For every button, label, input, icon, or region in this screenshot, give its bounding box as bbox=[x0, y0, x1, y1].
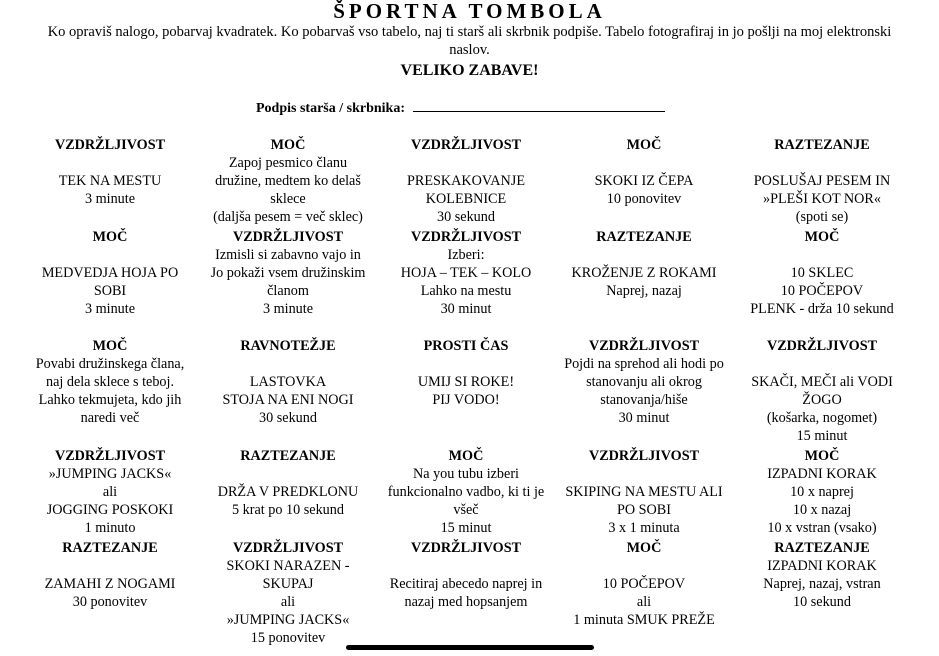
bingo-cell[interactable] bbox=[199, 337, 377, 427]
cell-category: MOČ bbox=[626, 137, 662, 153]
cell-task: TEK NA MESTU 3 minute bbox=[58, 173, 162, 207]
cell-task: KROŽENJE Z ROKAMI Naprej, nazaj bbox=[571, 265, 717, 299]
cell-category: MOČ bbox=[92, 338, 128, 354]
cell-category: RAZTEZANJE bbox=[774, 540, 870, 556]
cell-category: VZDRŽLJIVOST bbox=[588, 448, 700, 464]
cell-category: VZDRŽLJIVOST bbox=[588, 338, 700, 354]
cell-category: MOČ bbox=[92, 229, 128, 245]
cell-category: MOČ bbox=[804, 229, 840, 245]
cell-task: 10 POČEPOV ali 1 minuta SMUK PREŽE bbox=[573, 576, 715, 628]
cell-task: »JUMPING JACKS« ali JOGGING POSKOKI 1 minuto bbox=[46, 466, 174, 536]
bingo-cell[interactable] bbox=[733, 136, 911, 226]
bingo-cell[interactable] bbox=[555, 337, 733, 427]
bingo-cell[interactable] bbox=[555, 447, 733, 537]
home-indicator[interactable] bbox=[346, 645, 594, 650]
cell-task: Recitiraj abecedo naprej in nazaj med hopsanjem bbox=[389, 576, 543, 610]
cell-task: ZAMAHI Z NOGAMI 30 ponovitev bbox=[44, 576, 176, 610]
bingo-cell[interactable] bbox=[733, 447, 911, 537]
bingo-cell[interactable] bbox=[733, 539, 911, 611]
cell-task: Izmisli si zabavno vajo in Jo pokaži vsem družinskim članom 3 minute bbox=[210, 247, 366, 317]
bingo-cell[interactable] bbox=[555, 228, 733, 300]
bingo-cell[interactable] bbox=[555, 136, 733, 208]
cell-category: MOČ bbox=[270, 137, 306, 153]
cell-category: RAZTEZANJE bbox=[62, 540, 158, 556]
bingo-cell[interactable] bbox=[377, 447, 555, 537]
cell-task: POSLUŠAJ PESEM IN »PLEŠI KOT NOR« (spoti se) bbox=[753, 173, 891, 225]
fun-heading: VELIKO ZABAVE! bbox=[400, 62, 539, 79]
cell-category: VZDRŽLJIVOST bbox=[410, 229, 522, 245]
cell-category: MOČ bbox=[626, 540, 662, 556]
bingo-cell[interactable] bbox=[199, 539, 377, 647]
signature-field[interactable] bbox=[256, 99, 665, 118]
cell-task: Povabi družinskega člana, naj dela sklece s teboj. Lahko tekmujeta, kdo jih naredi več bbox=[35, 356, 185, 426]
cell-task: SKIPING NA MESTU ALI PO SOBI 3 x 1 minuta bbox=[565, 484, 723, 536]
bingo-cell[interactable] bbox=[21, 539, 199, 611]
cell-category: VZDRŽLJIVOST bbox=[232, 540, 344, 556]
cell-category: VZDRŽLJIVOST bbox=[232, 229, 344, 245]
bingo-cell[interactable] bbox=[21, 337, 199, 427]
cell-category: RAZTEZANJE bbox=[774, 137, 870, 153]
cell-task: SKAČI, MEČI ali VODI ŽOGO (košarka, nogomet) 15 minut bbox=[751, 374, 893, 444]
intro-text: Ko opraviš nalogo, pobarvaj kvadratek. Ko pobarvaš vso tabelo, naj ti starš ali skrbnik podpiše. Tabelo fotografiraj in jo pošlji na moj elektronski naslov. bbox=[47, 24, 892, 58]
signature-label: Podpis starša / skrbnika: bbox=[256, 101, 405, 116]
cell-task: DRŽA V PREDKLONU 5 krat po 10 sekund bbox=[217, 484, 359, 518]
cell-task: Na you tubu izberi funkcionalno vadbo, ki ti je všeč 15 minut bbox=[387, 466, 545, 536]
cell-task: UMIJ SI ROKE! PIJ VODO! bbox=[417, 374, 515, 408]
cell-task: PRESKAKOVANJE KOLEBNICE 30 sekund bbox=[407, 173, 525, 225]
cell-task: 10 SKLEC 10 POČEPOV PLENK - drža 10 sekund bbox=[750, 265, 894, 317]
bingo-cell[interactable] bbox=[21, 228, 199, 318]
cell-category: VZDRŽLJIVOST bbox=[410, 540, 522, 556]
cell-category: VZDRŽLJIVOST bbox=[410, 137, 522, 153]
bingo-cell[interactable] bbox=[199, 228, 377, 318]
bingo-cell[interactable] bbox=[555, 539, 733, 629]
cell-category: MOČ bbox=[804, 448, 840, 464]
cell-category: VZDRŽLJIVOST bbox=[766, 338, 878, 354]
bingo-cell[interactable] bbox=[21, 447, 199, 537]
bingo-cell[interactable] bbox=[377, 228, 555, 318]
cell-category: MOČ bbox=[448, 448, 484, 464]
bingo-cell[interactable] bbox=[377, 539, 555, 611]
cell-task: Zapoj pesmico članu družine, medtem ko delaš sklece (daljša pesem = več sklec) bbox=[213, 155, 363, 225]
signature-line[interactable] bbox=[413, 99, 665, 112]
bingo-cell[interactable] bbox=[21, 136, 199, 208]
cell-task: SKOKI NARAZEN - SKUPAJ ali »JUMPING JACKS« 15 ponovitev bbox=[226, 558, 350, 646]
cell-task: Pojdi na sprehod ali hodi po stanovanju ali okrog stanovanja/hiše 30 minut bbox=[564, 356, 724, 426]
cell-task: IZPADNI KORAK Naprej, nazaj, vstran 10 sekund bbox=[763, 558, 881, 610]
cell-task: MEDVEDJA HOJA PO SOBI 3 minute bbox=[41, 265, 179, 317]
cell-task: SKOKI IZ ČEPA 10 ponovitev bbox=[594, 173, 694, 207]
page-title: ŠPORTNA TOMBOLA bbox=[333, 0, 606, 23]
cell-category: RAZTEZANJE bbox=[240, 448, 336, 464]
cell-task: Izberi: HOJA – TEK – KOLO Lahko na mestu 30 minut bbox=[400, 247, 532, 317]
cell-category: PROSTI ČAS bbox=[423, 338, 509, 354]
bingo-cell[interactable] bbox=[377, 337, 555, 409]
bingo-cell[interactable] bbox=[199, 136, 377, 226]
cell-task: LASTOVKA STOJA NA ENI NOGI 30 sekund bbox=[222, 374, 354, 426]
cell-category: VZDRŽLJIVOST bbox=[54, 448, 166, 464]
bingo-cell[interactable] bbox=[733, 228, 911, 318]
bingo-cell[interactable] bbox=[733, 337, 911, 445]
cell-category: VZDRŽLJIVOST bbox=[54, 137, 166, 153]
cell-category: RAVNOTEŽJE bbox=[240, 338, 336, 354]
cell-task: IZPADNI KORAK 10 x naprej 10 x nazaj 10 x vstran (vsako) bbox=[767, 466, 877, 536]
bingo-cell[interactable] bbox=[377, 136, 555, 226]
bingo-cell[interactable] bbox=[199, 447, 377, 519]
cell-category: RAZTEZANJE bbox=[596, 229, 692, 245]
